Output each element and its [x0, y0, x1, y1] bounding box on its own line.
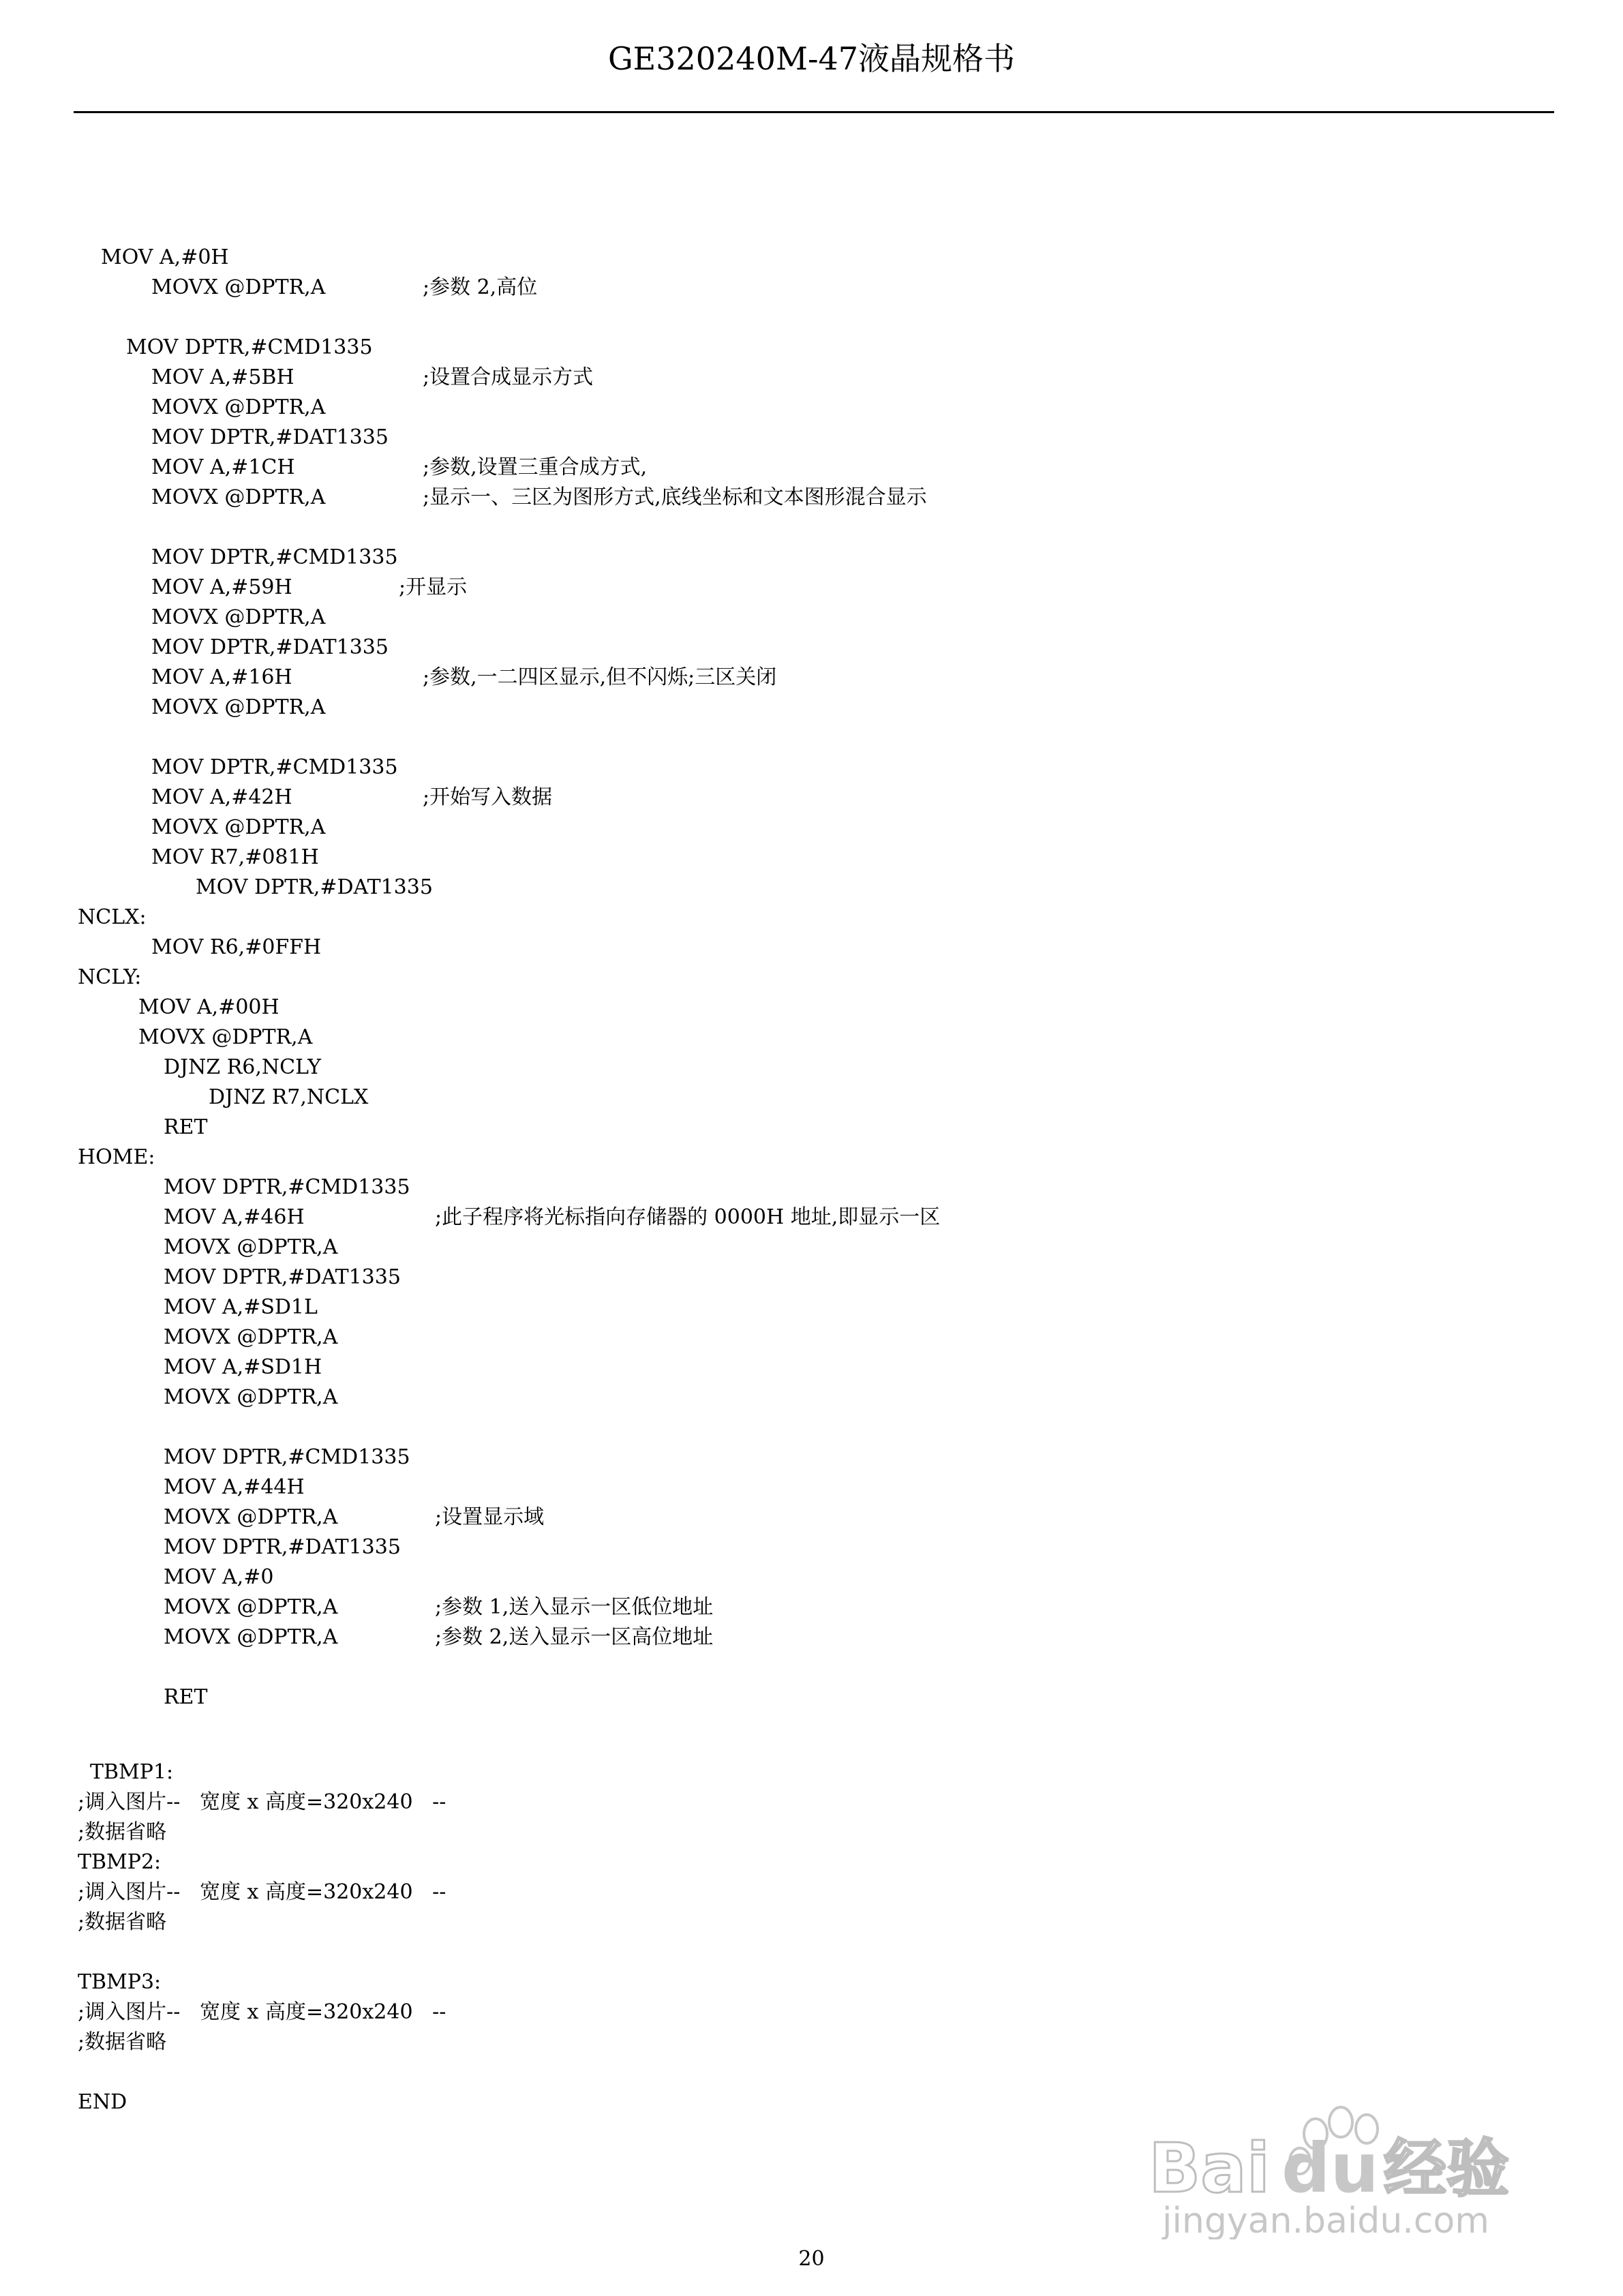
code-instruction: MOV A,#0: [164, 1565, 274, 1589]
code-line: [0, 1817, 1623, 1847]
code-comment: ;设置显示域: [435, 1505, 545, 1529]
code-instruction: MOV A,#00H: [138, 995, 279, 1019]
code-comment: ;参数 1,送入显示一区低位地址: [435, 1595, 714, 1619]
code-instruction: MOVX @DPTR,A: [151, 485, 326, 509]
code-line: [0, 1143, 1623, 1173]
code-line: [0, 1757, 1623, 1787]
code-line: [0, 393, 1623, 423]
code-line: [0, 993, 1623, 1023]
code-line: [0, 1263, 1623, 1293]
code-instruction: MOVX @DPTR,A: [151, 695, 326, 719]
code-line: [0, 1787, 1623, 1817]
code-comment: ;显示一、三区为图形方式,底线坐标和文本图形混合显示: [423, 485, 927, 509]
code-instruction: MOVX @DPTR,A: [164, 1625, 338, 1649]
code-comment: ;此子程序将光标指向存储器的 0000H 地址,即显示一区: [435, 1205, 941, 1229]
code-instruction: MOVX @DPTR,A: [164, 1235, 338, 1259]
code-line: [0, 1293, 1623, 1323]
code-instruction: MOVX @DPTR,A: [164, 1595, 338, 1619]
code-line: [0, 2027, 1623, 2057]
code-line: [0, 1652, 1623, 1682]
code-instruction: MOV DPTR,#CMD1335: [151, 545, 398, 569]
code-line: [0, 1383, 1623, 1413]
code-line: [0, 813, 1623, 843]
baidu-jingyan-watermark: [1142, 2096, 1551, 2239]
code-line: [0, 1023, 1623, 1053]
code-instruction: RET: [164, 1685, 208, 1709]
code-comment: ;参数 2,送入显示一区高位地址: [435, 1625, 714, 1649]
code-line: [0, 303, 1623, 333]
code-line: [0, 1502, 1623, 1532]
code-line: [0, 1712, 1623, 1742]
code-instruction: MOV DPTR,#DAT1335: [196, 875, 433, 899]
code-line: [0, 1113, 1623, 1143]
code-line: [0, 1562, 1623, 1592]
code-line: [0, 1682, 1623, 1712]
code-instruction: RET: [164, 1115, 208, 1139]
code-line: [0, 513, 1623, 543]
code-instruction: MOVX @DPTR,A: [164, 1385, 338, 1409]
code-line: [0, 1967, 1623, 1997]
code-line: [0, 633, 1623, 663]
code-instruction: MOV DPTR,#CMD1335: [164, 1445, 410, 1469]
code-line: [0, 1203, 1623, 1233]
page-number: 20: [798, 2247, 825, 2271]
code-instruction: MOVX @DPTR,A: [151, 275, 326, 299]
code-line: [0, 1847, 1623, 1877]
code-instruction: MOVX @DPTR,A: [151, 605, 326, 629]
code-line: [0, 603, 1623, 633]
code-line: [0, 1907, 1623, 1937]
code-instruction: MOV DPTR,#CMD1335: [164, 1175, 410, 1199]
code-line: [0, 873, 1623, 903]
code-line: [0, 483, 1623, 513]
code-line: [0, 1877, 1623, 1907]
code-line: [0, 423, 1623, 453]
code-comment: ;开始写入数据: [423, 785, 553, 809]
code-instruction: MOV DPTR,#DAT1335: [164, 1535, 401, 1559]
code-instruction: MOV DPTR,#CMD1335: [126, 335, 373, 359]
code-instruction: ;调入图片-- 宽度 x 高度=320x240 --: [78, 1790, 446, 1814]
code-instruction: MOV A,#46H: [164, 1205, 305, 1229]
code-instruction: MOVX @DPTR,A: [151, 815, 326, 839]
code-instruction: MOV DPTR,#DAT1335: [164, 1265, 401, 1289]
code-line: [0, 783, 1623, 813]
code-instruction: MOV A,#0H: [101, 245, 229, 269]
code-line: [0, 1233, 1623, 1263]
code-comment: ;参数,一二四区显示,但不闪烁;三区关闭: [423, 665, 777, 689]
code-line: [0, 273, 1623, 303]
watermark-url: jingyan.baidu.com: [1162, 2201, 1489, 2239]
code-instruction: TBMP2:: [78, 1850, 162, 1874]
code-line: [0, 843, 1623, 873]
code-instruction: NCLY:: [78, 965, 142, 989]
watermark-product: 经验: [1384, 2132, 1510, 2205]
code-comment: ;开显示: [399, 575, 468, 599]
code-line: [0, 1173, 1623, 1203]
code-line: [0, 1413, 1623, 1442]
code-instruction: ;数据省略: [78, 1910, 167, 1934]
code-line: [0, 333, 1623, 363]
code-line: [0, 1937, 1623, 1967]
code-line: [0, 933, 1623, 963]
code-instruction: MOVX @DPTR,A: [164, 1325, 338, 1349]
baidu-logo-icon: [1142, 2096, 1551, 2239]
code-line: [0, 1323, 1623, 1353]
code-instruction: TBMP3:: [78, 1970, 162, 1994]
code-line: [0, 1622, 1623, 1652]
code-line: [0, 453, 1623, 483]
code-instruction: END: [78, 2090, 127, 2114]
code-line: [0, 363, 1623, 393]
code-instruction: ;调入图片-- 宽度 x 高度=320x240 --: [78, 1880, 446, 1904]
code-instruction: HOME:: [78, 1145, 155, 1169]
code-instruction: MOV A,#16H: [151, 665, 292, 689]
code-line: [0, 1997, 1623, 2027]
code-instruction: NCLX:: [78, 905, 147, 929]
code-comment: ;参数 2,高位: [423, 275, 538, 299]
code-instruction: DJNZ R7,NCLX: [209, 1085, 369, 1109]
code-line: [0, 1083, 1623, 1113]
code-instruction: MOV DPTR,#DAT1335: [151, 425, 389, 449]
code-instruction: MOV A,#SD1L: [164, 1295, 318, 1319]
code-instruction: MOV R7,#081H: [151, 845, 319, 869]
code-line: [0, 573, 1623, 603]
code-line: [0, 1353, 1623, 1383]
code-line: [0, 243, 1623, 273]
code-instruction: MOV DPTR,#DAT1335: [151, 635, 389, 659]
code-line: [0, 753, 1623, 783]
code-instruction: MOV DPTR,#CMD1335: [151, 755, 398, 779]
code-line: [0, 963, 1623, 993]
code-comment: ;参数,设置三重合成方式,: [423, 455, 648, 479]
watermark-brand: Bai: [1149, 2128, 1270, 2208]
code-line: [0, 1592, 1623, 1622]
code-instruction: TBMP1:: [90, 1760, 174, 1784]
code-instruction: MOV A,#SD1H: [164, 1355, 322, 1379]
code-instruction: MOV A,#59H: [151, 575, 292, 599]
code-line: [0, 1532, 1623, 1562]
code-instruction: ;数据省略: [78, 2030, 167, 2054]
code-instruction: MOV R6,#0FFH: [151, 935, 322, 959]
code-instruction: MOV A,#44H: [164, 1475, 305, 1499]
code-line: [0, 2057, 1623, 2087]
code-line: [0, 693, 1623, 723]
code-comment: ;设置合成显示方式: [423, 365, 594, 389]
code-line: [0, 903, 1623, 933]
code-line: [0, 1442, 1623, 1472]
header-divider: [74, 111, 1554, 113]
code-line: [0, 723, 1623, 753]
code-instruction: ;调入图片-- 宽度 x 高度=320x240 --: [78, 2000, 446, 2024]
watermark-brand-suffix: du: [1281, 2128, 1379, 2208]
code-instruction: MOV A,#5BH: [151, 365, 294, 389]
code-instruction: MOVX @DPTR,A: [138, 1025, 313, 1049]
code-instruction: MOVX @DPTR,A: [151, 395, 326, 419]
code-line: [0, 543, 1623, 573]
code-instruction: DJNZ R6,NCLY: [164, 1055, 321, 1079]
code-line: [0, 663, 1623, 693]
code-line: [0, 1053, 1623, 1083]
page-header-title: GE320240M-47液晶规格书: [607, 40, 1016, 77]
code-instruction: MOV A,#42H: [151, 785, 292, 809]
code-instruction: MOVX @DPTR,A: [164, 1505, 338, 1529]
code-instruction: MOV A,#1CH: [151, 455, 295, 479]
code-instruction: ;数据省略: [78, 1820, 167, 1844]
code-line: [0, 1472, 1623, 1502]
